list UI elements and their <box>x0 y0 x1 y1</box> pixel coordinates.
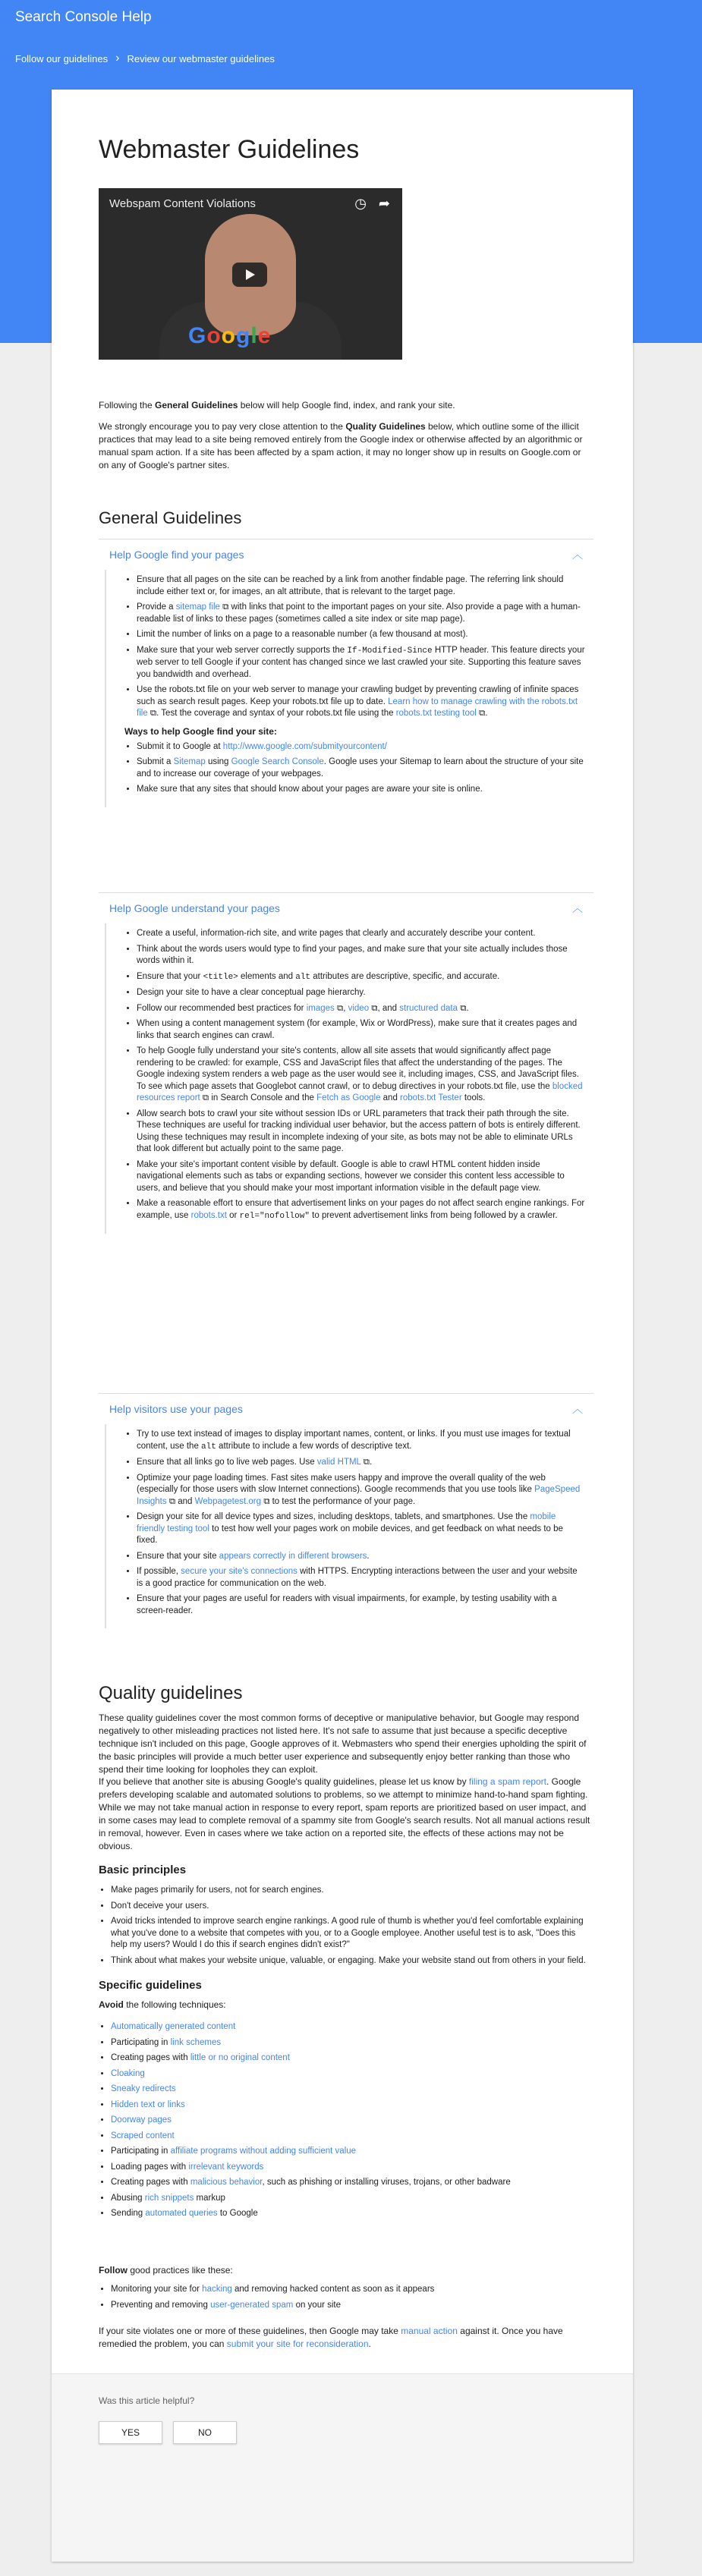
section-find-header[interactable] <box>99 539 593 570</box>
list-item: • Participating in link schemes <box>111 2037 593 2049</box>
section-visitors-label[interactable]: Help visitors use your pages <box>109 1403 243 1415</box>
ways-heading: Ways to help Google find your site: <box>124 725 277 737</box>
avoid-intro: Avoid the following techniques: <box>99 1999 226 2010</box>
list-item: • Think about what makes your website unique, valuable, or engaging. Make your website stand out from others in your field. <box>111 1955 593 1967</box>
basic-principles-heading: Basic principles <box>99 1864 187 1876</box>
submit-content-link[interactable]: http://www.google.com/submityourcontent/ <box>222 741 387 751</box>
ugc-spam-link[interactable]: user-generated spam <box>210 2300 294 2310</box>
sneaky-redirects-link[interactable]: Sneaky redirects <box>111 2084 176 2093</box>
closing-paragraph: If your site violates one or more of these guidelines, then Google may take manual action against it. Once you have remedied the problem, you can submit your site for reconsideration. <box>99 2326 563 2349</box>
list-item: • Ensure that your site appears correctly in different browsers. <box>137 1551 586 1563</box>
blocked-resources-link[interactable]: blocked resources report <box>137 1081 583 1102</box>
list-item: • Sending automated queries to Google <box>111 2208 593 2220</box>
avoid-list <box>99 2021 593 2224</box>
list-item: • Ensure that your pages are useful for readers with visual impairments, for example, by testing usability with a screen-reader. <box>137 1593 586 1617</box>
video-player[interactable] <box>99 188 402 360</box>
quality-paragraph-2: If you believe that another site is abusing Google's quality guidelines, please let us know by filing a spam report. Google prefers developing scalable and automated solutions to problems, so we attempt to minimize hand-to-hand spam fighting. While we may not take manual action in response to every report, spam reports are prioritized based on user impact, and in some cases may lead to complete removal of a spammy site from Google's search results. Not all manual actions result in removal, however. Even in cases where we take action on a reported site, the effects of these actions may not be obvious. <box>99 1776 590 1851</box>
sitemap-help-link[interactable]: Sitemap <box>173 757 206 766</box>
site-title[interactable]: Search Console Help <box>15 9 152 25</box>
section-find-label[interactable]: Help Google find your pages <box>109 549 244 561</box>
list-item: • Make sure that your web server correctly supports the If-Modified-Since HTTP header. This feature directs your web server to tell Google if your content has changed since we last crawled your site. Supporting this feature saves you bandwidth and overhead. <box>137 645 586 681</box>
rich-snippets-link[interactable]: rich snippets <box>144 2193 194 2203</box>
list-item: • Make pages primarily for users, not for search engines. <box>111 1885 593 1897</box>
link-schemes-link[interactable]: link schemes <box>170 2037 222 2047</box>
section-visitors-header[interactable] <box>99 1394 593 1424</box>
scraped-content-link[interactable]: Scraped content <box>111 2131 175 2140</box>
list-item: • Ensure that all links go to live web pages. Use valid HTML ⧉. <box>137 1457 586 1469</box>
cloaking-link[interactable]: Cloaking <box>111 2068 145 2078</box>
list-item <box>111 2021 593 2033</box>
affiliate-link[interactable]: affiliate programs without adding sufficient value <box>170 2147 357 2156</box>
list-item: • Make a reasonable effort to ensure that advertisement links on your pages do not affect search engine rankings. For example, use robots.txt or rel="nofollow" to prevent advertisement links from being followed by a crawler. <box>137 1198 586 1222</box>
page-title: Webmaster Guidelines <box>99 135 360 164</box>
list-item: • Creating pages with malicious behavior, such as phishing or installing viruses, trojans, or other badware <box>111 2177 593 2189</box>
structured-data-link[interactable]: structured data <box>399 1003 458 1013</box>
list-item <box>111 2115 593 2127</box>
chevron-up-icon[interactable]: ︿ <box>572 549 583 561</box>
list-item: • Creating pages with little or no original content <box>111 2052 593 2065</box>
list-item <box>111 2099 593 2112</box>
list-item: • Ensure that your <title> elements and alt attributes are descriptive, specific, and accurate. <box>137 971 586 984</box>
quality-guidelines-heading: Quality guidelines <box>99 1683 243 1703</box>
clock-icon[interactable]: ◷ <box>354 196 367 211</box>
list-item: • Loading pages with irrelevant keywords <box>111 2162 593 2174</box>
robots-tester-link[interactable]: robots.txt Tester <box>400 1093 462 1102</box>
feedback-question: Was this article helpful? <box>99 2395 195 2406</box>
list-item: • Design your site to have a clear conceptual page hierarchy. <box>137 987 586 999</box>
google-logo: Google <box>188 323 272 348</box>
list-item: • Design your site for all device types and sizes, including desktops, tablets, and smartphones. Use the mobile friendly testing tool to test how well your pages work on mobile devices, and get feedback on what needs to be fixed. <box>137 1511 586 1547</box>
reconsideration-link[interactable]: submit your site for reconsideration <box>226 2339 369 2349</box>
intro-paragraph-2: We strongly encourage you to pay very close attention to the Quality Guidelines below, which outline some of the illicit practices that may lead to a site being removed entirely from the Google index or otherwise affected by an algorithmic or manual spam action. If a site has been affected by a spam action, it may no longer show up in results on Google.com or on any of Google's partner sites. <box>99 421 583 470</box>
list-item: • Make your site's important content visible by default. Google is able to crawl HTML content hidden inside navigational elements such as tabs or expanding sections, however we consider this content less accessible to users, and believe that you should make your most important information visible in the default page view. <box>137 1159 586 1195</box>
yes-button[interactable]: YES <box>99 2421 162 2444</box>
list-item: • Think about the words users would type to find your pages, and make sure that your site actually includes those words within it. <box>137 944 586 967</box>
list-item: • Provide a sitemap file ⧉ with links that point to the important pages on your site. Also provide a page with a human-readable list of links to these pages (sometimes called a site index or site map page). <box>137 602 586 625</box>
list-item: • Make sure that any sites that should know about your pages are aware your site is online. <box>137 784 586 796</box>
search-console-link[interactable]: Google Search Console <box>231 757 324 766</box>
basic-principles-list <box>99 1885 593 1971</box>
sitemap-link[interactable]: sitemap file <box>175 602 220 612</box>
list-item: • Ensure that all pages on the site can be reached by a link from another findable page. The referring link should include either text or, for images, an alt attribute, that is relevant to the target page. <box>137 574 586 598</box>
breadcrumb-item-guidelines[interactable]: Follow our guidelines <box>15 52 109 64</box>
breadcrumb-item-review[interactable]: Review our webmaster guidelines <box>127 52 275 64</box>
manual-action-link[interactable]: manual action <box>401 2326 458 2336</box>
doorway-pages-link[interactable]: Doorway pages <box>111 2115 172 2125</box>
feedback-section <box>52 2373 633 2562</box>
list-item: • Preventing and removing user-generated spam on your site <box>111 2300 593 2312</box>
list-item: • Abusing rich snippets markup <box>111 2193 593 2205</box>
share-icon[interactable]: ➦ <box>378 196 390 211</box>
no-button[interactable]: NO <box>173 2421 237 2444</box>
thin-content-link[interactable]: little or no original content <box>190 2053 290 2062</box>
list-item <box>111 2084 593 2096</box>
list-item: • Create a useful, information-rich site, and write pages that clearly and accurately describe your content. <box>137 928 586 940</box>
valid-html-link[interactable]: valid HTML <box>316 1458 361 1467</box>
chevron-up-icon[interactable]: ︿ <box>572 902 583 914</box>
list-item <box>111 2131 593 2143</box>
quality-paragraph-1: These quality guidelines cover the most common forms of deceptive or manipulative behavior, but Google may respond negatively to other misleading practices not listed here. It's not safe to assume that just because a specific deceptive technique isn't included on this page, Google approves of it. Webmasters who spend their energies upholding the spirit of the basic principles will provide a much better user experience and subsequently enjoy better ranking than those who spend their time looking for loopholes they can exploit. <box>99 1713 587 1775</box>
list-item: • Limit the number of links on a page to a reasonable number (a few thousand at most). <box>137 629 586 641</box>
hidden-text-link[interactable]: Hidden text or links <box>111 2099 185 2109</box>
list-item: • Optimize your page loading times. Fast sites make users happy and improve the overall quality of the web (especially for those users with slow Internet connections). Google recommends that you use tools like PageSpeed Insights ⧉ and Webpagetest.org ⧉ to test the performance of your page. <box>137 1473 586 1508</box>
list-item: • To help Google fully understand your site's contents, allow all site assets that would significantly affect page rendering to be crawled: for example, CSS and JavaScript files that affect the understanding of the pages. The Google indexing system renders a web page as the user would see it, including images, CSS, and JavaScript files. To see which page assets that Googlebot cannot crawl, or to debug directives in your robots.txt file, use the blocked resources report ⧉ in Search Console and the Fetch as Google and robots.txt Tester tools. <box>137 1046 586 1105</box>
list-item: • If possible, secure your site's connections with HTTPS. Encrypting interactions between the user and your website is a good practice for communication on the web. <box>137 1566 586 1590</box>
pagespeed-link[interactable]: PageSpeed Insights <box>137 1485 581 1506</box>
mobile-test-link[interactable]: mobile friendly testing tool <box>137 1512 556 1533</box>
chevron-right-icon: › <box>115 52 120 64</box>
automated-queries-link[interactable]: automated queries <box>145 2209 218 2218</box>
follow-list <box>99 2284 593 2315</box>
list-item: • Participating in affiliate programs without adding sufficient value <box>111 2146 593 2158</box>
spam-report-link[interactable]: filing a spam report <box>468 1776 546 1787</box>
list-item: • Submit a Sitemap using Google Search Console. Google uses your Sitemap to learn about the structure of your site and to increase our coverage of your webpages. <box>137 756 586 780</box>
general-guidelines-heading: General Guidelines <box>99 508 242 527</box>
auto-content-link[interactable]: Automatically generated content <box>111 2022 236 2031</box>
webpagetest-link[interactable]: Webpagetest.org <box>194 1496 261 1506</box>
section-understand-pages <box>99 892 593 1234</box>
list-item: • Submit it to Google at http://www.google.com/submityourcontent/ <box>137 741 586 753</box>
intro-paragraph-1: Following the General Guidelines below will help Google find, index, and rank your site. <box>99 400 455 410</box>
list-item <box>111 2068 593 2081</box>
list-item: • Monitoring your site for hacking and removing hacked content as soon as it appears <box>111 2284 593 2296</box>
malicious-behavior-link[interactable]: malicious behavior <box>190 2178 263 2187</box>
images-link[interactable]: images <box>306 1003 335 1013</box>
robots-learn-link[interactable]: Learn how to manage crawling with the robots.txt file <box>137 697 578 718</box>
article-card <box>52 90 633 2562</box>
section-find-pages <box>99 539 593 807</box>
browsers-link[interactable]: appears correctly in different browsers <box>219 1551 367 1561</box>
breadcrumb <box>15 52 275 65</box>
section-understand-label[interactable]: Help Google understand your pages <box>109 902 280 914</box>
list-item: • Allow search bots to crawl your site without session IDs or URL parameters that track their path through the site. These techniques are useful for tracking individual user behavior, but the access pattern of bots is entirely different. Using these techniques may result in incomplete indexing of your site, as bots may not be able to eliminate URLs that look different but actually point to the same page. <box>137 1109 586 1156</box>
section-visitors <box>99 1393 593 1628</box>
video-controls <box>354 196 390 212</box>
https-link[interactable]: secure your site's connections <box>181 1567 297 1576</box>
video-link[interactable]: video <box>348 1003 370 1013</box>
chevron-up-icon[interactable]: ︿ <box>572 1403 583 1415</box>
robots-testing-link[interactable]: robots.txt testing tool <box>395 709 477 718</box>
list-item: • Follow our recommended best practices for images ⧉, video ⧉, and structured data ⧉. <box>137 1003 586 1015</box>
follow-intro: Follow good practices like these: <box>99 2265 233 2276</box>
robots-link[interactable]: robots.txt <box>190 1210 227 1220</box>
section-understand-header[interactable] <box>99 893 593 923</box>
top-bar <box>0 0 702 36</box>
hacking-link[interactable]: hacking <box>202 2285 232 2294</box>
list-item: • When using a content management system (for example, Wix or WordPress), make sure that it creates pages and links that search engines can crawl. <box>137 1018 586 1042</box>
list-item: • Use the robots.txt file on your web server to manage your crawling budget by preventing crawling of infinite spaces such as search result pages. Keep your robots.txt file up to date. Learn how to manage crawling with the robots.txt file ⧉. Test the coverage and syntax of your robots.txt file using the robots.txt testing tool ⧉. <box>137 684 586 720</box>
video-title[interactable]: Webspam Content Violations <box>109 197 256 210</box>
irrelevant-keywords-link[interactable]: irrelevant keywords <box>188 2162 264 2172</box>
list-item: • Avoid tricks intended to improve search engine rankings. A good rule of thumb is whether you'd feel comfortable explaining what you've done to a website that competes with you, or to a Google employee. Another useful test is to ask, "Does this help my users? Would I do this if search engines didn't exist?" <box>111 1916 593 1952</box>
list-item: • Try to use text instead of images to display important names, content, or links. If you must use images for textual content, use the alt attribute to include a few words of descriptive text. <box>137 1429 586 1453</box>
play-button[interactable] <box>232 263 267 287</box>
specific-guidelines-heading: Specific guidelines <box>99 1979 202 1992</box>
list-item: • Don't deceive your users. <box>111 1901 593 1913</box>
fetch-as-google-link[interactable]: Fetch as Google <box>316 1093 381 1102</box>
